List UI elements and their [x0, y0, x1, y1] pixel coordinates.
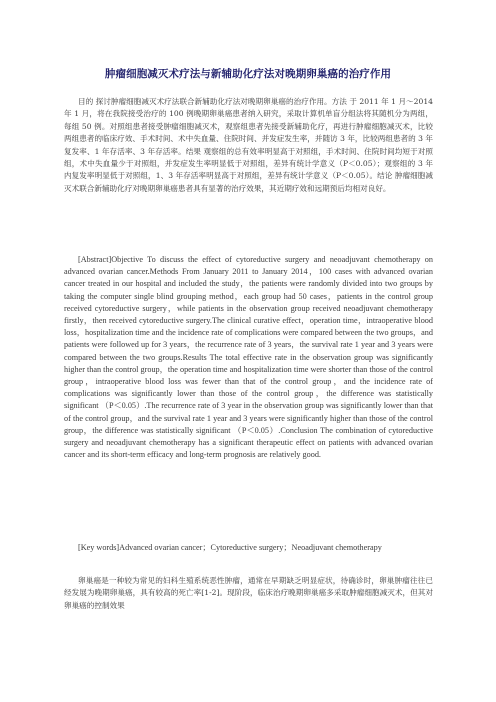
introduction-text: 卵巢癌是一种较为常见的妇科生殖系统恶性肿瘤，通常在早期缺乏明显症状，待确诊时，卵巢肿瘤往往已经发展为晚期卵巢癌，具有较高的死亡率[1-2]。现阶段，临床治疗晚期卵巢癌多采取肿瘤细胞减灭术，但其对卵巢癌的控制效果 [64, 576, 433, 610]
keywords-text: [Key words]Advanced ovarian cancer；Cytoreductive surgery；Neoadjuvant chemotherapy [78, 543, 382, 552]
introduction [64, 575, 433, 612]
chinese-abstract [64, 96, 433, 195]
paper-title: 肿瘤细胞减灭术疗法与新辅助化疗法对晚期卵巢癌的治疗作用 [104, 68, 392, 80]
english-abstract-text: [Abstract]Objective To discuss the effect of cytoreductive surgery and neoadjuvant chemotherapy on advanced ovarian cancer.Methods From January 2011 to January 2014，100 cases with advanced ovarian cancer treated in our hospital and included the study，the patients were randomly divided into two groups by taking the computer single blind grouping method，each group had 50 cases，patients in the control group received cytoreductive surgery，while patients in the observation group received neoadjuvant chemotherapy firstly，then received cytoreductive surgery.The clinical curative effect，operation time，intraoperative blood loss，hospitalization time and the incidence rate of complications were compared between the two groups，and patients were followed up for 3 years，the recurrence rate of 3 years，the survival rate 1 year and 3 years were compared between the two groups.Results The total effective rate in the observation group was significantly higher than the control group，the operation time and hospitalization time were shorter than those of the control group，intraoperative blood loss was fewer than that of the control group，and the incidence rate of complications was significantly lower than those of the control group，the difference was statistically significant （P＜0.05）.The recurrence rate of 3 year in the observation group was significantly lower than that of the control group，and the survival rate 1 year and 3 years were significantly higher than those of the control group，the difference was statistically significant （P＜0.05）.Conclusion The combination of cytoreductive surgery and neoadjuvant chemotherapy has a significant therapeutic effect on patients with advanced ovarian cancer and its short-term efficacy and long-term prognosis are relatively good. [64, 255, 433, 460]
english-abstract [64, 254, 433, 461]
keywords [64, 542, 433, 554]
chinese-abstract-text: 目的 探讨肿瘤细胞减灭术疗法联合新辅助化疗法对晚期卵巢癌的治疗作用。方法 于 2011 年 1 月～2014 年 1 月，将在我院接受治疗的 100 例晚期卵巢癌患者纳入研究，采取计算机单盲分组法将其随机分为两组，每组 50 例。对照组患者接受肿瘤细胞减灭术，观察组患者先接受新辅助化疗，再进行肿瘤细胞减灭术，比较两组患者的临床疗效、手术时间、术中失血量、住院时间、并发症发生率，并随访 3 年，比较两组患者的 3 年复发率、1 年存活率、3 年存活率。结果 观察组的总有效率明显高于对照组，手术时间、住院时间均短于对照组，术中失血量少于对照组，并发症发生率明显低于对照组，差异有统计学意义（P＜0.05）；观察组的 3 年内复发率明显低于对照组，1、3 年存活率明显高于对照组，差异有统计学意义（P＜0.05）。结论 肿瘤细胞减灭术联合新辅助化疗对晚期卵巢癌患者具有显著的治疗效果，其近期疗效和远期预后均相对良好。 [64, 97, 433, 193]
